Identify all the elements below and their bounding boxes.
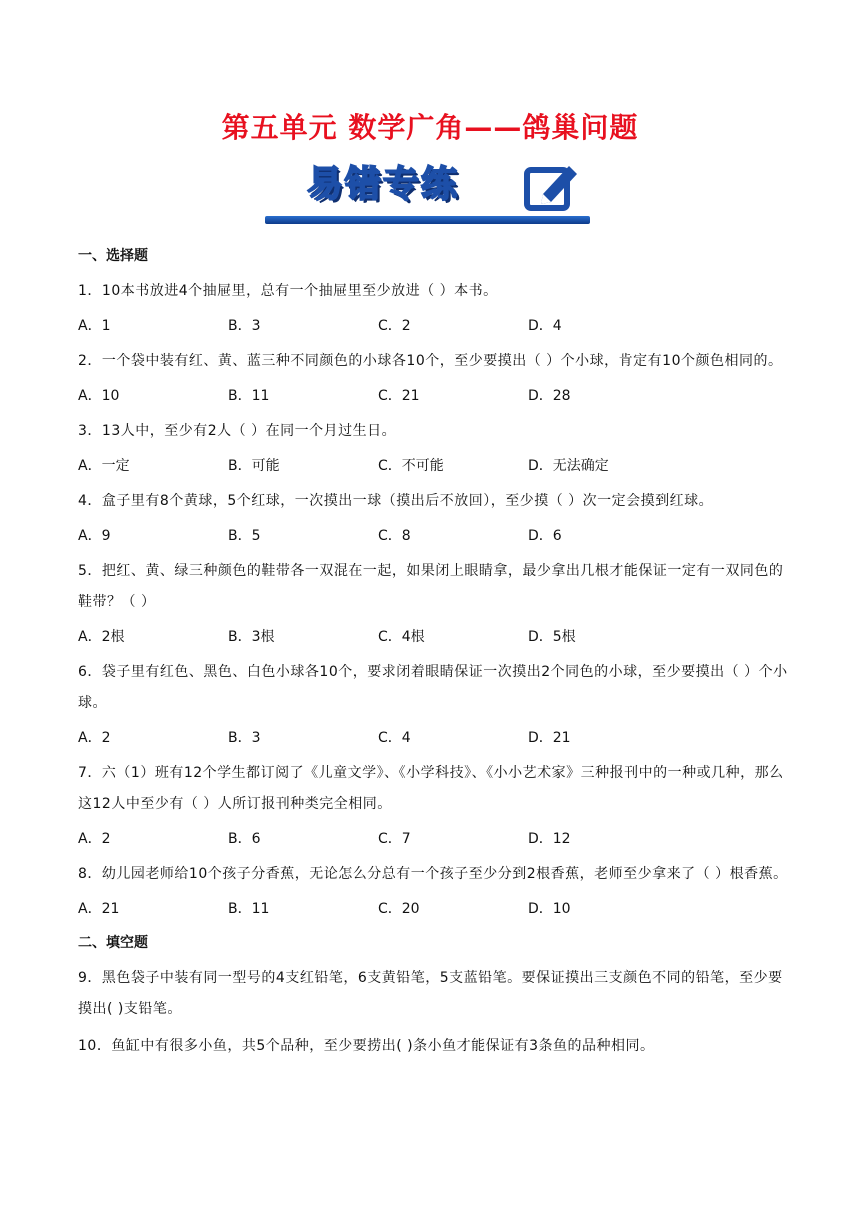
option-c: C．8: [378, 528, 411, 544]
option-a: A．9: [78, 528, 111, 544]
option-d: D．5根: [528, 629, 576, 645]
option-d: D．12: [528, 831, 571, 847]
question-text: 2．一个袋中装有红、黄、蓝三种不同颜色的小球各10个，至少要摸出（ ）个小球，肯定有10个颜色相同的。: [78, 353, 783, 369]
option-b: B．可能: [228, 458, 280, 474]
options-row: [78, 894, 788, 925]
option-b: B．3: [228, 318, 261, 334]
option-c: C．2: [378, 318, 411, 334]
question-text: 1．10本书放进4个抽屉里，总有一个抽屉里至少放进（ ）本书。: [78, 283, 498, 299]
option-b: B．11: [228, 901, 270, 917]
option-d: D．6: [528, 528, 562, 544]
option-d: D．21: [528, 730, 571, 746]
question: [78, 276, 788, 342]
options-row: [78, 723, 788, 754]
option-b: B．5: [228, 528, 261, 544]
question-text: 6．袋子里有红色、黑色、白色小球各10个，要求闭着眼睛保证一次摸出2个同色的小球，至少要摸出（ ）个小球。: [78, 664, 788, 711]
option-a: A．1: [78, 318, 111, 334]
option-c: C．不可能: [378, 458, 444, 474]
question-text: 5．把红、黄、绿三种颜色的鞋带各一双混在一起，如果闭上眼睛拿，最少拿出几根才能保证一定有一双同色的鞋带？（ ）: [78, 563, 784, 610]
question: [78, 416, 788, 482]
option-a: A．2: [78, 730, 111, 746]
option-b: B．11: [228, 388, 270, 404]
option-a: A．一定: [78, 458, 130, 474]
options-row: [78, 381, 788, 412]
option-c: C．21: [378, 388, 420, 404]
option-b: B．3: [228, 730, 261, 746]
options-row: [78, 451, 788, 482]
question-list: [78, 242, 788, 1062]
options-row: [78, 824, 788, 855]
option-c: C．4: [378, 730, 411, 746]
option-a: A．2根: [78, 629, 125, 645]
option-c: C．4根: [378, 629, 425, 645]
question-text: 7．六（1）班有12个学生都订阅了《儿童文学》、《小学科技》、《小小艺术家》三种报刊中的一种或几种，那么这12人中至少有（ ）人所订报刊种类完全相同。: [78, 765, 784, 812]
question: [78, 486, 788, 552]
question-text: 4．盒子里有8个黄球，5个红球，一次摸出一球（摸出后不放回），至少摸（ ）次一定会摸到红球。: [78, 493, 714, 509]
section-heading: 一、选择题: [78, 248, 148, 264]
option-b: B．6: [228, 831, 261, 847]
section-heading: 二、填空题: [78, 935, 148, 951]
options-row: [78, 311, 788, 342]
option-d: D．28: [528, 388, 571, 404]
question: [78, 346, 788, 412]
option-d: D．无法确定: [528, 458, 609, 474]
question: [78, 556, 788, 653]
option-d: D．4: [528, 318, 562, 334]
fill-question-text: 9．黑色袋子中装有同一型号的4支红铅笔，6支黄铅笔，5支蓝铅笔。要保证摸出三支颜色不同的铅笔，至少要摸出( )支铅笔。: [78, 970, 783, 1017]
banner-underline: [265, 216, 590, 224]
fill-question-text: 10．鱼缸中有很多小鱼，共5个品种，至少要捞出( )条小鱼才能保证有3条鱼的品种相同。: [78, 1038, 655, 1054]
question: [78, 859, 788, 925]
option-b: B．3根: [228, 629, 275, 645]
banner-label: 易错专练: [307, 164, 460, 205]
option-c: C．7: [378, 831, 411, 847]
banner: [265, 158, 590, 226]
option-a: A．21: [78, 901, 120, 917]
page-title: 第五单元 数学广角——鸽巢问题: [221, 111, 639, 144]
option-a: A．10: [78, 388, 120, 404]
pencil-edit-icon: [521, 160, 587, 216]
option-d: D．10: [528, 901, 571, 917]
options-row: [78, 622, 788, 653]
options-row: [78, 521, 788, 552]
question: [78, 758, 788, 855]
question: [78, 657, 788, 754]
option-c: C．20: [378, 901, 420, 917]
question-text: 3．13人中，至少有2人（ ）在同一个月过生日。: [78, 423, 397, 439]
option-a: A．2: [78, 831, 111, 847]
question-text: 8．幼儿园老师给10个孩子分香蕉，无论怎么分总有一个孩子至少分到2根香蕉，老师至少拿来了（ ）根香蕉。: [78, 866, 788, 882]
